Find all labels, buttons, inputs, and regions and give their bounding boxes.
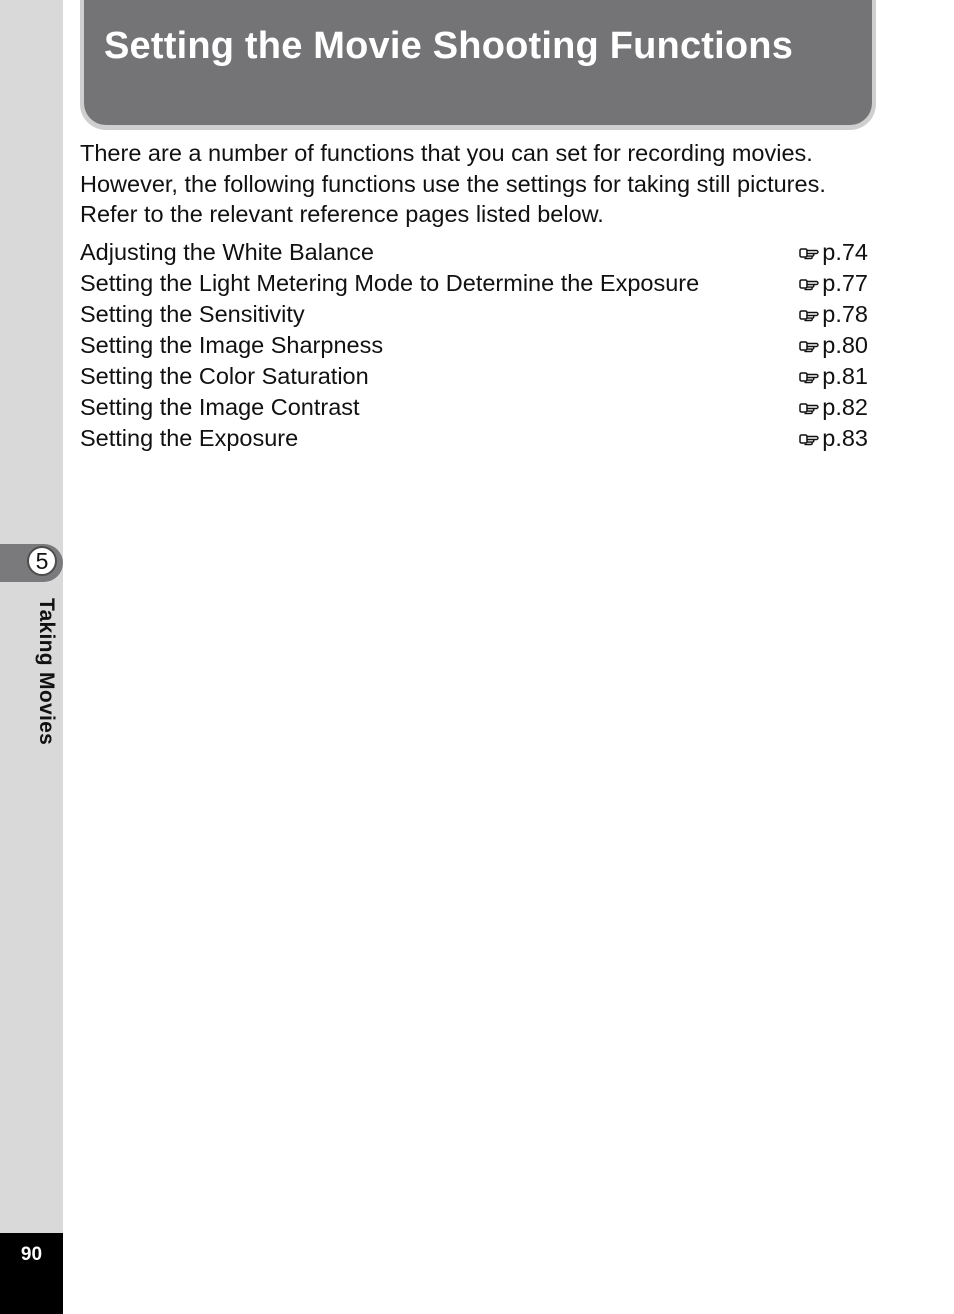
reference-page-link[interactable] [799, 330, 868, 361]
chapter-number-badge [27, 546, 57, 576]
reference-page-link[interactable] [799, 299, 868, 330]
reference-item-sensitivity [80, 299, 868, 330]
intro-line: There are a number of functions that you can set for recording movies. [80, 140, 813, 166]
reference-label: Setting the Image Contrast [80, 394, 360, 420]
intro-line: Refer to the relevant reference pages listed below. [80, 201, 604, 227]
reference-item-contrast [80, 392, 868, 423]
reference-page-link[interactable] [799, 423, 868, 454]
reference-page-link[interactable] [799, 268, 868, 299]
chapter-title: Taking Movies [35, 598, 58, 746]
reference-page-number: p.82 [822, 394, 868, 420]
reference-item-light-metering [80, 268, 868, 299]
pointing-hand-icon [799, 402, 821, 415]
page-number: 90 [20, 1244, 43, 1265]
pointing-hand-icon [799, 371, 821, 384]
reference-label: Adjusting the White Balance [80, 239, 374, 265]
reference-label: Setting the Color Saturation [80, 363, 369, 389]
reference-item-exposure [80, 423, 868, 454]
reference-page-number: p.81 [822, 363, 868, 389]
reference-page-link[interactable] [799, 361, 868, 392]
reference-page-number: p.74 [822, 239, 868, 265]
intro-paragraph [80, 138, 880, 230]
pointing-hand-icon [799, 247, 821, 260]
reference-page-number: p.77 [822, 270, 868, 296]
reference-item-color-saturation [80, 361, 868, 392]
reference-page-link[interactable] [799, 237, 868, 268]
reference-list [80, 237, 868, 454]
pointing-hand-icon [799, 309, 821, 322]
reference-page-number: p.83 [822, 425, 868, 451]
reference-item-sharpness [80, 330, 868, 361]
reference-label: Setting the Exposure [80, 425, 299, 451]
chapter-number: 5 [35, 547, 49, 574]
reference-page-link[interactable] [799, 392, 868, 423]
reference-item-white-balance [80, 237, 868, 268]
pointing-hand-icon [799, 340, 821, 353]
reference-page-number: p.78 [822, 301, 868, 327]
reference-page-number: p.80 [822, 332, 868, 358]
reference-label: Setting the Image Sharpness [80, 332, 384, 358]
reference-label: Setting the Light Metering Mode to Determine the Exposure [80, 270, 700, 296]
pointing-hand-icon [799, 433, 821, 446]
reference-label: Setting the Sensitivity [80, 301, 305, 327]
intro-line: However, the following functions use the settings for taking still pictures. [80, 170, 826, 197]
pointing-hand-icon [799, 278, 821, 291]
page-title: Setting the Movie Shooting Functions [104, 25, 794, 67]
